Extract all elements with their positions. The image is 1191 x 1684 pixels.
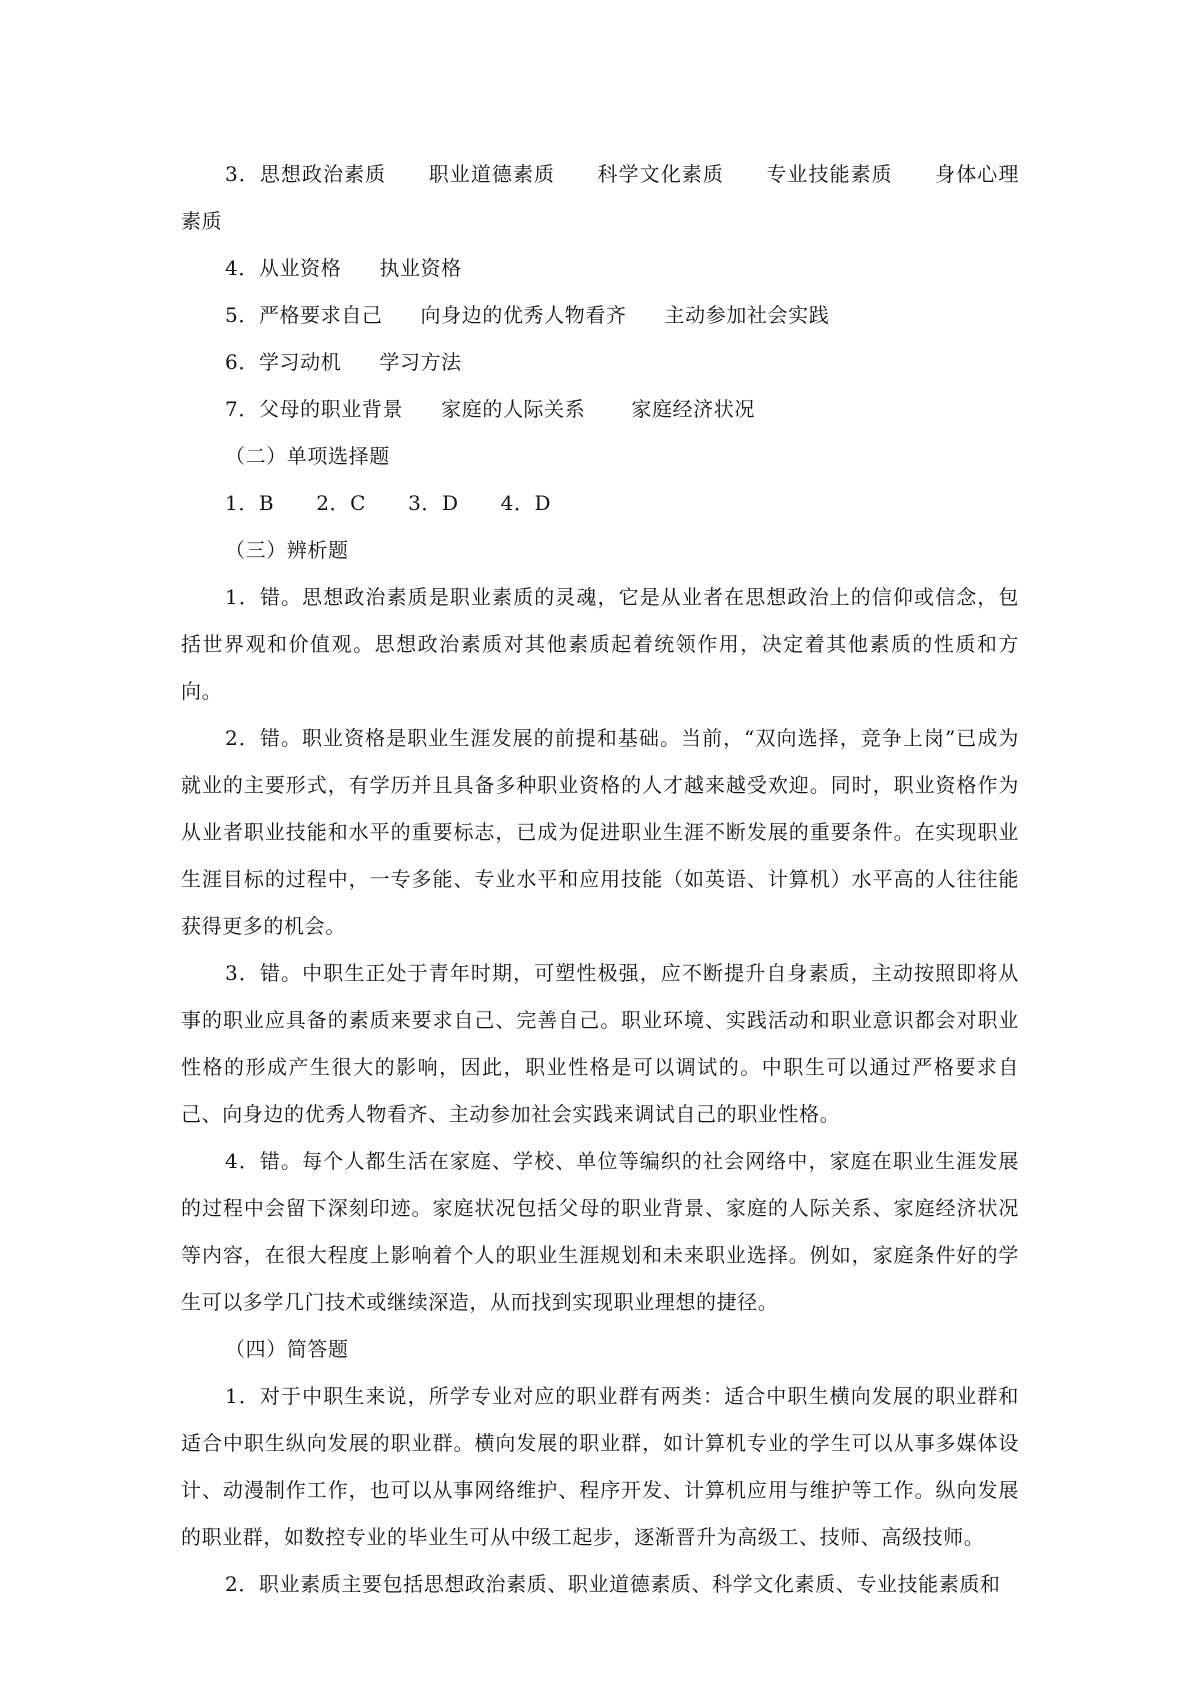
answer-text: 2．C [316, 491, 367, 515]
answer-text: 学习动机 [258, 350, 342, 374]
item-number: 4． [225, 256, 259, 280]
answer-text: 严格要求自己 [258, 303, 383, 327]
section-heading-single-choice: （二）单项选择题 [225, 444, 390, 468]
analysis-paragraph: 3．错。中职生正处于青年时期，可塑性极强，应不断提升自身素质，主动按照即将从事的职业应具备的素质来要求自己、完善自己。职业环境、实践活动和职业意识都会对职业性格的形成产生很大的影响，因此，职业性格是可以调试的。中职生可以通过严格要求自己、向身边的优秀人物看齐、主动参加社会实践来调试自己的职业性格。 [181, 961, 1019, 1126]
answer-text: 思想政治素质 [259, 162, 387, 186]
answer-text: 主动参加社会实践 [664, 303, 830, 327]
single-choice-answers [181, 480, 1019, 527]
answer-text: 1．B [225, 491, 275, 515]
item-number: 6． [225, 350, 259, 374]
answer-text: 3．D [408, 491, 459, 515]
answer-key-content [181, 151, 1019, 1608]
item-number: 3． [225, 162, 260, 186]
answer-text: 科学文化素质 [597, 162, 724, 186]
fill-answer-6 [181, 339, 1019, 386]
analysis-paragraph: 4．错。每个人都生活在家庭、学校、单位等编织的社会网络中，家庭在职业生涯发展的过程中会留下深刻印迹。家庭状况包括父母的职业背景、家庭的人际关系、家庭经济状况等内容，在很大程度上影响着个人的职业生涯规划和未来职业选择。例如，家庭条件好的学生可以多学几门技术或继续深造，从而找到实现职业理想的捷径。 [181, 1149, 1019, 1314]
item-number: 5． [225, 303, 259, 327]
fill-answer-5 [181, 292, 1019, 339]
answer-text: 从业资格 [258, 256, 342, 280]
answer-text: 家庭的人际关系 [441, 397, 586, 421]
short-answer-paragraph: 2．职业素质主要包括思想政治素质、职业道德素质、科学文化素质、专业技能素质和 [225, 1572, 1001, 1596]
answer-text: 4．D [500, 491, 552, 515]
fill-answer-4 [181, 245, 1019, 292]
answer-text: 父母的职业背景 [258, 397, 404, 421]
answer-text: 向身边的优秀人物看齐 [420, 303, 627, 327]
answer-text: 家庭经济状况 [631, 397, 755, 421]
answer-text: 学习方法 [379, 350, 462, 374]
answer-text: 身体心理素质 [181, 162, 1019, 233]
answer-text: 专业技能素质 [765, 162, 893, 186]
section-heading-analysis: （三）辨析题 [225, 538, 349, 562]
analysis-paragraph: 1．错。思想政治素质是职业素质的灵魂，它是从业者在思想政治上的信仰或信念，包括世界观和价值观。思想政治素质对其他素质起着统领作用，决定着其他素质的性质和方向。 [181, 585, 1019, 703]
fill-answer-3 [181, 151, 1019, 245]
answer-text: 职业道德素质 [428, 162, 556, 186]
analysis-paragraph: 2．错。职业资格是职业生涯发展的前提和基础。当前，“双向选择，竞争上岗”已成为就业的主要形式，有学历并且具备多种职业资格的人才越来越受欢迎。同时，职业资格作为从业者职业技能和水平的重要标志，已成为促进职业生涯不断发展的重要条件。在实现职业生涯目标的过程中，一专多能、专业水平和应用技能（如英语、计算机）水平高的人往往能获得更多的机会。 [181, 726, 1019, 938]
short-answer-paragraph: 1．对于中职生来说，所学专业对应的职业群有两类：适合中职生横向发展的职业群和适合中职生纵向发展的职业群。横向发展的职业群，如计算机专业的学生可以从事多媒体设计、动漫制作工作，也可以从事网络维护、程序开发、计算机应用与维护等工作。纵向发展的职业群，如数控专业的毕业生可从中级工起步，逐渐晋升为高级工、技师、高级技师。 [181, 1384, 1019, 1549]
fill-answer-7 [181, 386, 1019, 433]
section-heading-short-answer: （四）简答题 [225, 1337, 349, 1361]
answer-text: 执业资格 [379, 256, 462, 280]
item-number: 7． [225, 397, 259, 421]
